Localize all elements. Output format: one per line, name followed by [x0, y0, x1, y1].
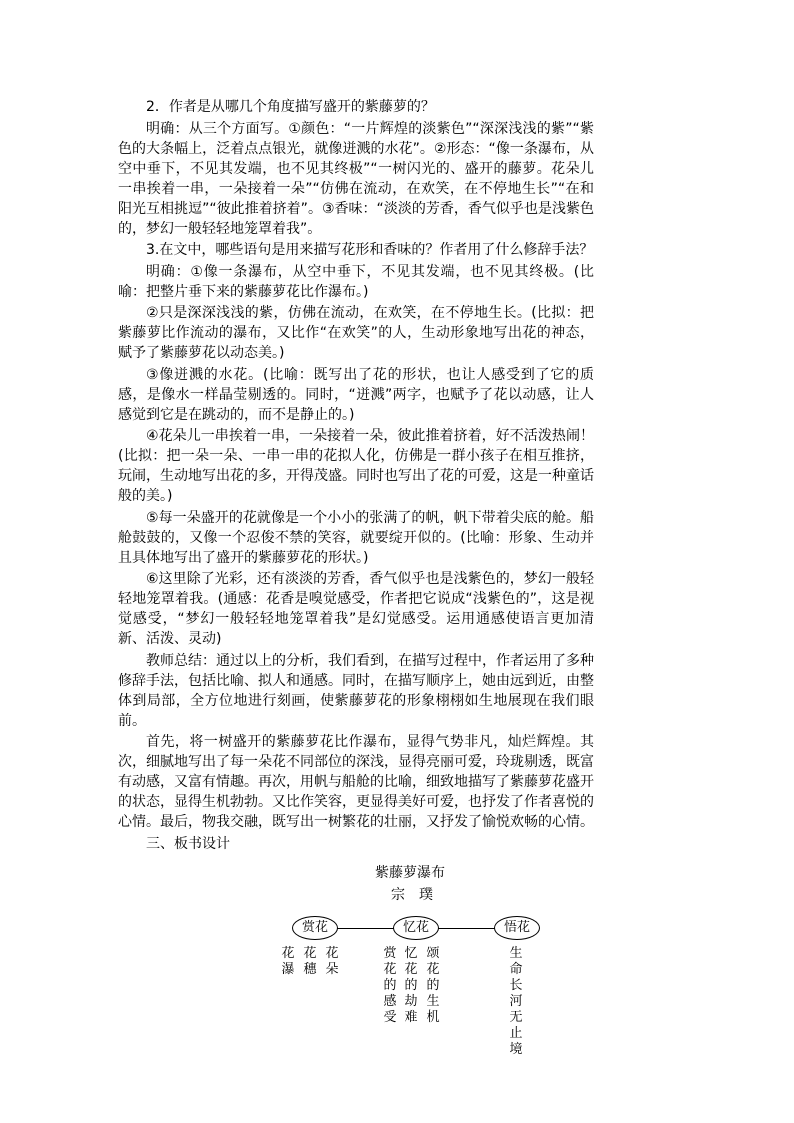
column-flower-spike: 花穗 [303, 945, 317, 977]
column-vitality: 颂花的生机 [426, 945, 440, 1025]
column-flower-bloom: 花朵 [325, 945, 339, 977]
board-design-diagram [0, 864, 794, 1064]
answer-3-item-1: 明确：①像一条瀑布，从空中垂下，不见其发端，也不见其终极。(比喻：把整片垂下来的紫藤萝花比作瀑布。) [118, 263, 594, 300]
node-recall: 忆花 [393, 916, 439, 940]
question-2: 2．作者是从哪几个角度描写盛开的紫藤萝的？ [146, 99, 435, 115]
board-author: 宗 璞 [391, 886, 433, 903]
column-endless-life: 生命长河无止境 [509, 945, 523, 1057]
section-heading-board-design: 三、板书设计 [146, 835, 230, 852]
question-3: 3.在文中，哪些语句是用来描写花形和香味的？作者用了什么修辞手法？ [146, 242, 594, 258]
teacher-summary: 教师总结：通过以上的分析，我们看到，在描写过程中，作者运用了多种修辞手法，包括比喻、拟人和通感。同时，在描写顺序上，她由远到近，由整体到局部，全方位地进行刻画，使紫藤萝花的形象栩栩如生地展现在我们眼前。 [118, 652, 594, 729]
answer-3-item-5: ⑤每一朵盛开的花就像是一个小小的张满了的帆，帆下带着尖底的舱。船舱鼓鼓的，又像一个忍俊不禁的笑容，就要绽开似的。(比喻：形象、生动并且具体地写出了盛开的紫藤萝花的形状。) [118, 509, 594, 566]
board-title: 紫藤萝瀑布 [375, 864, 445, 881]
node-appreciate: 赏花 [292, 916, 338, 940]
answer-2: 明确：从三个方面写。①颜色：“一片辉煌的淡紫色”“深深浅浅的紫”“紫色的大条幅上，泛着点点银光，就像迸溅的水花”。②形态：“像一条瀑布，从空中垂下，不见其发端，也不见其终极”“一树闪光的、盛开的藤萝。花朵儿一串挨着一串，一朵接着一朵”“仿佛在流动，在欢笑，在不停地生长”“在和阳光互相挑逗”“彼此推着挤着”。③香味：“淡淡的芳香，香气似乎也是浅紫色的，梦幻一般轻轻地笼罩着我”。 [118, 120, 594, 237]
answer-3-item-4: ④花朵儿一串挨着一串，一朵接着一朵，彼此推着挤着，好不活泼热闹！(比拟：把一朵一朵、一串一串的花拟人化，仿佛是一群小孩子在相互推挤，玩闹，生动地写出花的多，开得茂盛。同时也写出了花的可爱，这是一种童话般的美。) [118, 428, 594, 504]
column-calamity: 忆花的劫难 [404, 945, 418, 1025]
summary-detail: 首先，将一树盛开的紫藤萝花比作瀑布，显得气势非凡，灿烂辉煌。其次，细腻地写出了每一朵花不同部位的深浅，显得亮丽可爱，玲珑剔透，既富有动感，又富有情趣。再次，用帆与船舱的比喻，细致地描写了紫藤萝花盛开的状态，显得生机勃勃。又比作笑容，更显得美好可爱，也抒发了作者喜悦的心情。最后，物我交融，既写出一树繁花的壮丽，又抒发了愉悦欢畅的心情。 [118, 734, 594, 830]
answer-3-item-3: ③像迸溅的水花。(比喻：既写出了花的形状，也让人感受到了它的质感，是像水一样晶莹剔透的。同时，“迸溅”两字，也赋予了花以动感，让人感觉到它是在跳动的，而不是静止的。) [118, 366, 594, 423]
answer-3-item-6: ⑥这里除了光彩，还有淡淡的芳香，香气似乎也是浅紫色的，梦幻一般轻轻地笼罩着我。(通感：花香是嗅觉感受，作者把它说成“浅紫色的”，这是视觉感受，“梦幻一般轻轻地笼罩着我”是幻觉感受。运用通感使语言更加清新、活泼、灵动) [118, 571, 594, 647]
answer-3-item-2: ②只是深深浅浅的紫，仿佛在流动，在欢笑，在不停地生长。(比拟：把紫藤萝比作流动的瀑布，又比作“在欢笑”的人，生动形象地写出花的神态，赋予了紫藤萝花以动态美。) [118, 305, 594, 361]
document-body [118, 97, 594, 854]
column-feeling: 赏花的感受 [383, 945, 397, 1025]
node-realize: 悟花 [494, 916, 540, 940]
column-flower-waterfall: 花瀑 [281, 945, 295, 977]
